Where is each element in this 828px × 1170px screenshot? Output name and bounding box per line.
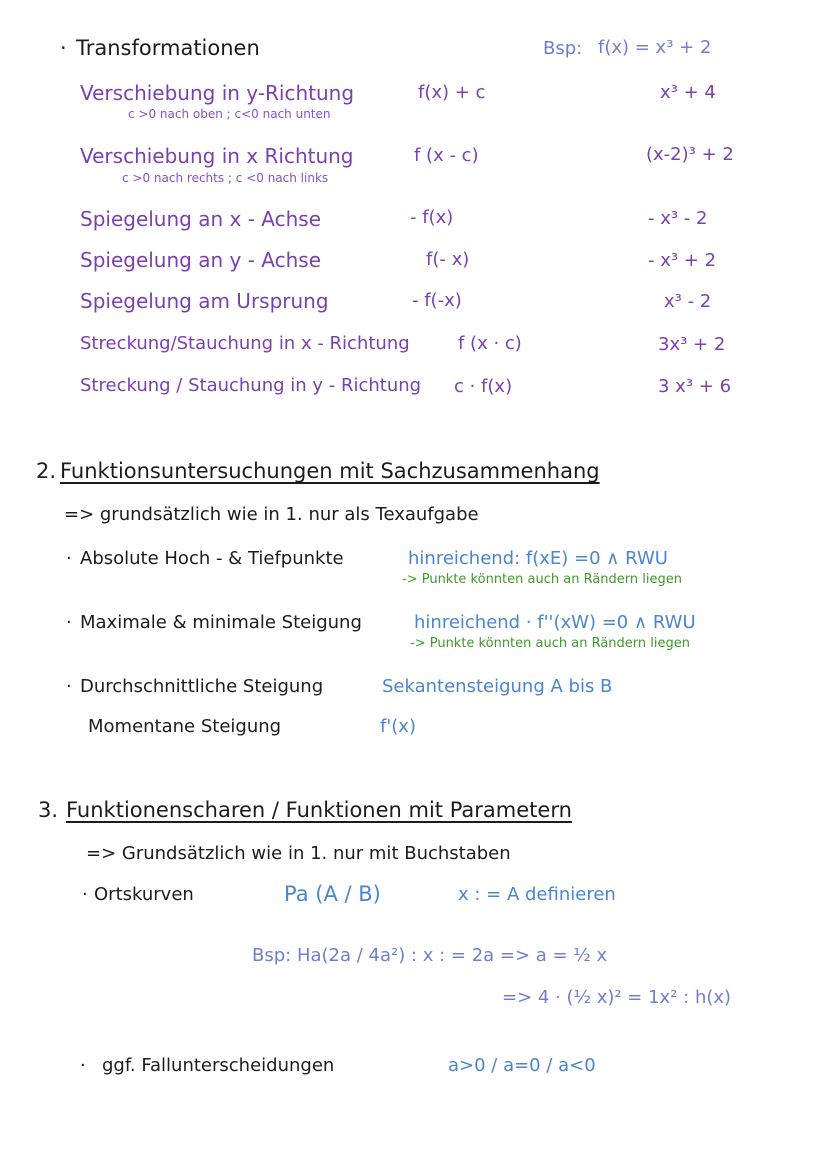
item-condition: hinreichend · f''(xW) =0 ∧ RWU [414, 612, 696, 633]
item-bullet: · [66, 676, 72, 697]
item-condition: f'(x) [380, 716, 416, 737]
row-formula: f(x) + c [418, 82, 486, 103]
example-line-2: => 4 · (½ x)² = 1x² : h(x) [502, 987, 732, 1008]
item-label: Momentane Steigung [88, 716, 282, 737]
row-formula: - f(x) [410, 207, 454, 228]
item-bullet: · [66, 548, 72, 569]
row-label: Spiegelung am Ursprung [80, 289, 329, 313]
row-label: Verschiebung in x Richtung [80, 144, 354, 168]
row-label: Spiegelung an y - Achse [80, 248, 321, 272]
row-label: Spiegelung an x - Achse [80, 207, 321, 231]
row-result: - x³ + 2 [648, 250, 717, 271]
row-result: x³ - 2 [664, 291, 712, 312]
row-note: c >0 nach rechts ; c <0 nach links [122, 171, 329, 185]
item-condition: hinreichend: f(xE) =0 ∧ RWU [408, 548, 668, 569]
item-condition: Sekantensteigung A bis B [382, 676, 613, 697]
row-label: Streckung/Stauchung in x - Richtung [80, 333, 410, 354]
row-result: - x³ - 2 [648, 208, 708, 229]
item-bullet: · [66, 612, 72, 633]
section1-bullet: · [60, 36, 67, 60]
row-label: Streckung / Stauchung in y - Richtung [80, 375, 422, 396]
row-result: (x-2)³ + 2 [646, 144, 734, 165]
row-formula: f(- x) [426, 249, 470, 270]
row-result: 3 x³ + 6 [658, 376, 732, 397]
section2-title: Funktionsuntersuchungen mit Sachzusammenhang [60, 459, 600, 483]
example-label: Bsp: [543, 38, 583, 59]
row-label: Verschiebung in y-Richtung [80, 81, 355, 105]
item-label: Durchschnittliche Steigung [80, 676, 324, 697]
item-note: -> Punkte könnten auch an Rändern liegen [402, 572, 682, 587]
section3-intro: => Grundsätzlich wie in 1. nur mit Buchstaben [86, 843, 511, 864]
cases-values: a>0 / a=0 / a<0 [448, 1055, 596, 1076]
row-formula: - f(-x) [412, 290, 462, 311]
section1-title: Transformationen [76, 36, 260, 60]
row-note: c >0 nach oben ; c<0 nach unten [128, 107, 331, 121]
item-label: Absolute Hoch - & Tiefpunkte [80, 548, 344, 569]
cases-label: ggf. Fallunterscheidungen [102, 1055, 335, 1076]
section2-number: 2. [36, 459, 57, 483]
ortskurven-label: Ortskurven [94, 884, 194, 905]
example-function: f(x) = x³ + 2 [598, 37, 712, 58]
row-formula: f (x - c) [414, 145, 479, 166]
cases-bullet: · [80, 1055, 86, 1076]
row-formula: c · f(x) [454, 376, 513, 397]
ortskurven-point: Pa (A / B) [284, 882, 381, 906]
ortskurven-definition: x : = A definieren [458, 884, 616, 905]
example-line-1: Bsp: Ha(2a / 4a²) : x : = 2a => a = ½ x [252, 945, 608, 966]
ortskurven-bullet: · [82, 884, 88, 905]
row-formula: f (x · c) [458, 333, 522, 354]
row-result: x³ + 4 [660, 82, 716, 103]
item-note: -> Punkte könnten auch an Rändern liegen [410, 636, 690, 651]
section3-title: Funktionenscharen / Funktionen mit Parametern [66, 798, 572, 822]
row-result: 3x³ + 2 [658, 334, 726, 355]
section3-number: 3. [38, 798, 59, 822]
section2-intro: => grundsätzlich wie in 1. nur als Texaufgabe [64, 504, 479, 525]
item-label: Maximale & minimale Steigung [80, 612, 362, 633]
